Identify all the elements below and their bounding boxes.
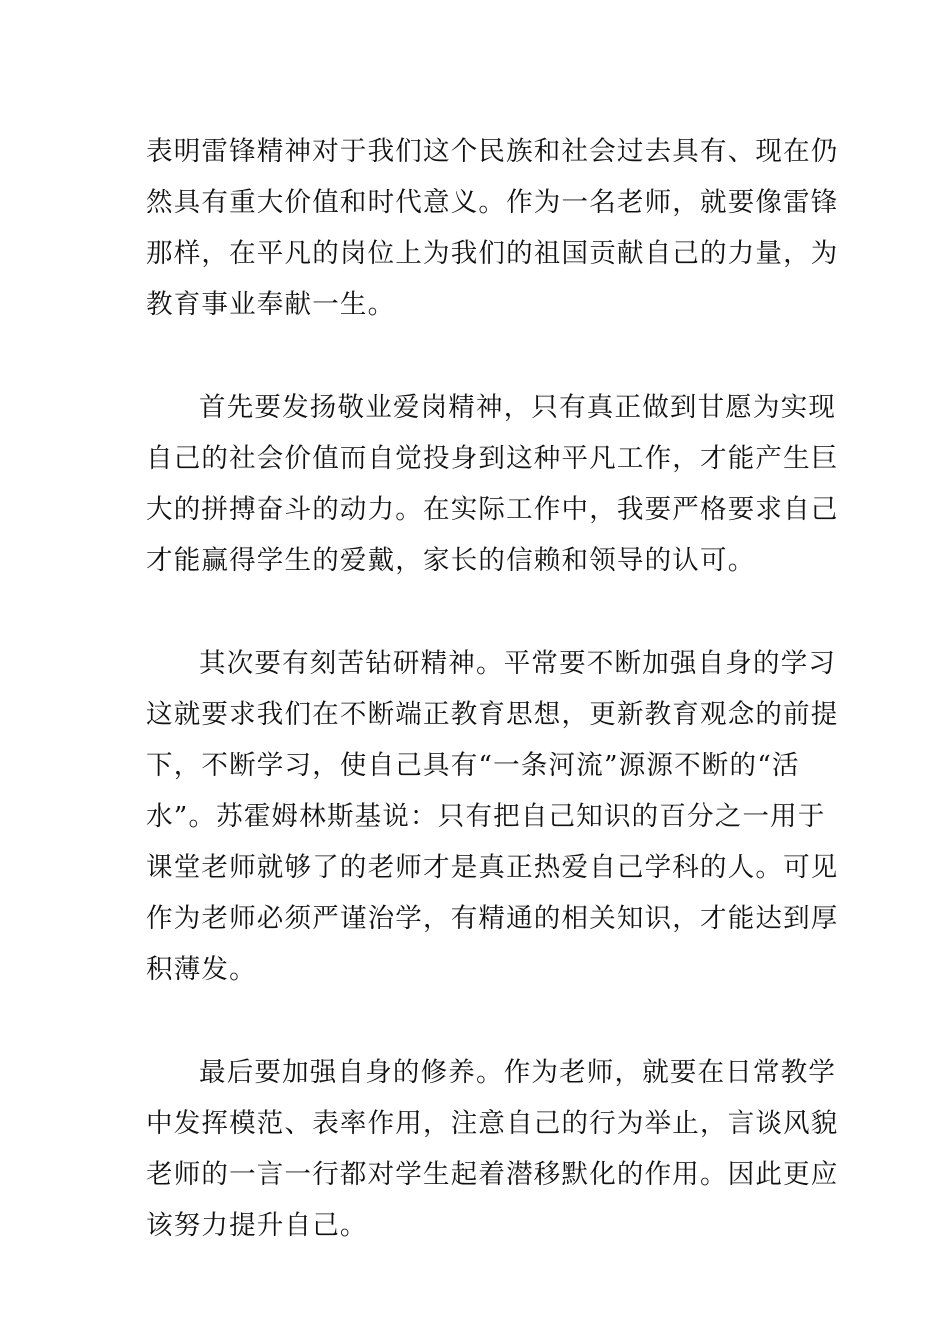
text-line: 中发挥模范、表率作用，注意自己的行为举止，言谈风貌 — [146, 1108, 839, 1139]
text-line: 然具有重大价值和时代意义。作为一名老师，就要像雷锋 — [146, 187, 839, 218]
text-line: 该努力提升自己。 — [146, 1210, 368, 1241]
text-line: 课堂老师就够了的老师才是真正热爱自己学科的人。可见 — [146, 852, 839, 883]
text-line: 首先要发扬敬业爱岗精神，只有真正做到甘愿为实现 — [199, 392, 837, 423]
paragraph-second — [146, 638, 839, 995]
text-line: 大的拼搏奋斗的动力。在实际工作中，我要严格要求自己 — [146, 494, 839, 525]
text-line: 表明雷锋精神对于我们这个民族和社会过去具有、现在仍 — [146, 136, 839, 167]
text-line: 最后要加强自身的修养。作为老师，就要在日常教学 — [199, 1057, 837, 1088]
text-line: 下，不断学习，使自己具有“一条河流”源源不断的“活 — [146, 750, 800, 781]
text-line: 作为老师必须严谨治学，有精通的相关知识，才能达到厚 — [146, 903, 839, 934]
text-line: 才能赢得学生的爱戴，家长的信赖和领导的认可。 — [146, 545, 756, 576]
text-line: 其次要有刻苦钻研精神。平常要不断加强自身的学习 — [199, 648, 837, 679]
paragraph-gap — [146, 995, 808, 1047]
paragraph-gap — [146, 586, 808, 638]
text-line: 积薄发。 — [146, 954, 257, 985]
paragraph-gap — [146, 330, 808, 382]
text-line: 水”。苏霍姆林斯基说：只有把自己知识的百分之一用于 — [146, 801, 826, 832]
body-text — [146, 126, 839, 1251]
text-line: 这就要求我们在不断端正教育思想，更新教育观念的前提 — [146, 699, 839, 730]
paragraph-continuation — [146, 126, 839, 330]
text-line: 教育事业奉献一生。 — [146, 289, 396, 320]
text-line: 自己的社会价值而自觉投身到这种平凡工作，才能产生巨 — [146, 443, 839, 474]
paragraph-first — [146, 382, 839, 586]
text-line: 老师的一言一行都对学生起着潜移默化的作用。因此更应 — [146, 1159, 839, 1190]
paragraph-last — [146, 1047, 839, 1251]
text-line: 那样，在平凡的岗位上为我们的祖国贡献自己的力量，为 — [146, 238, 839, 269]
